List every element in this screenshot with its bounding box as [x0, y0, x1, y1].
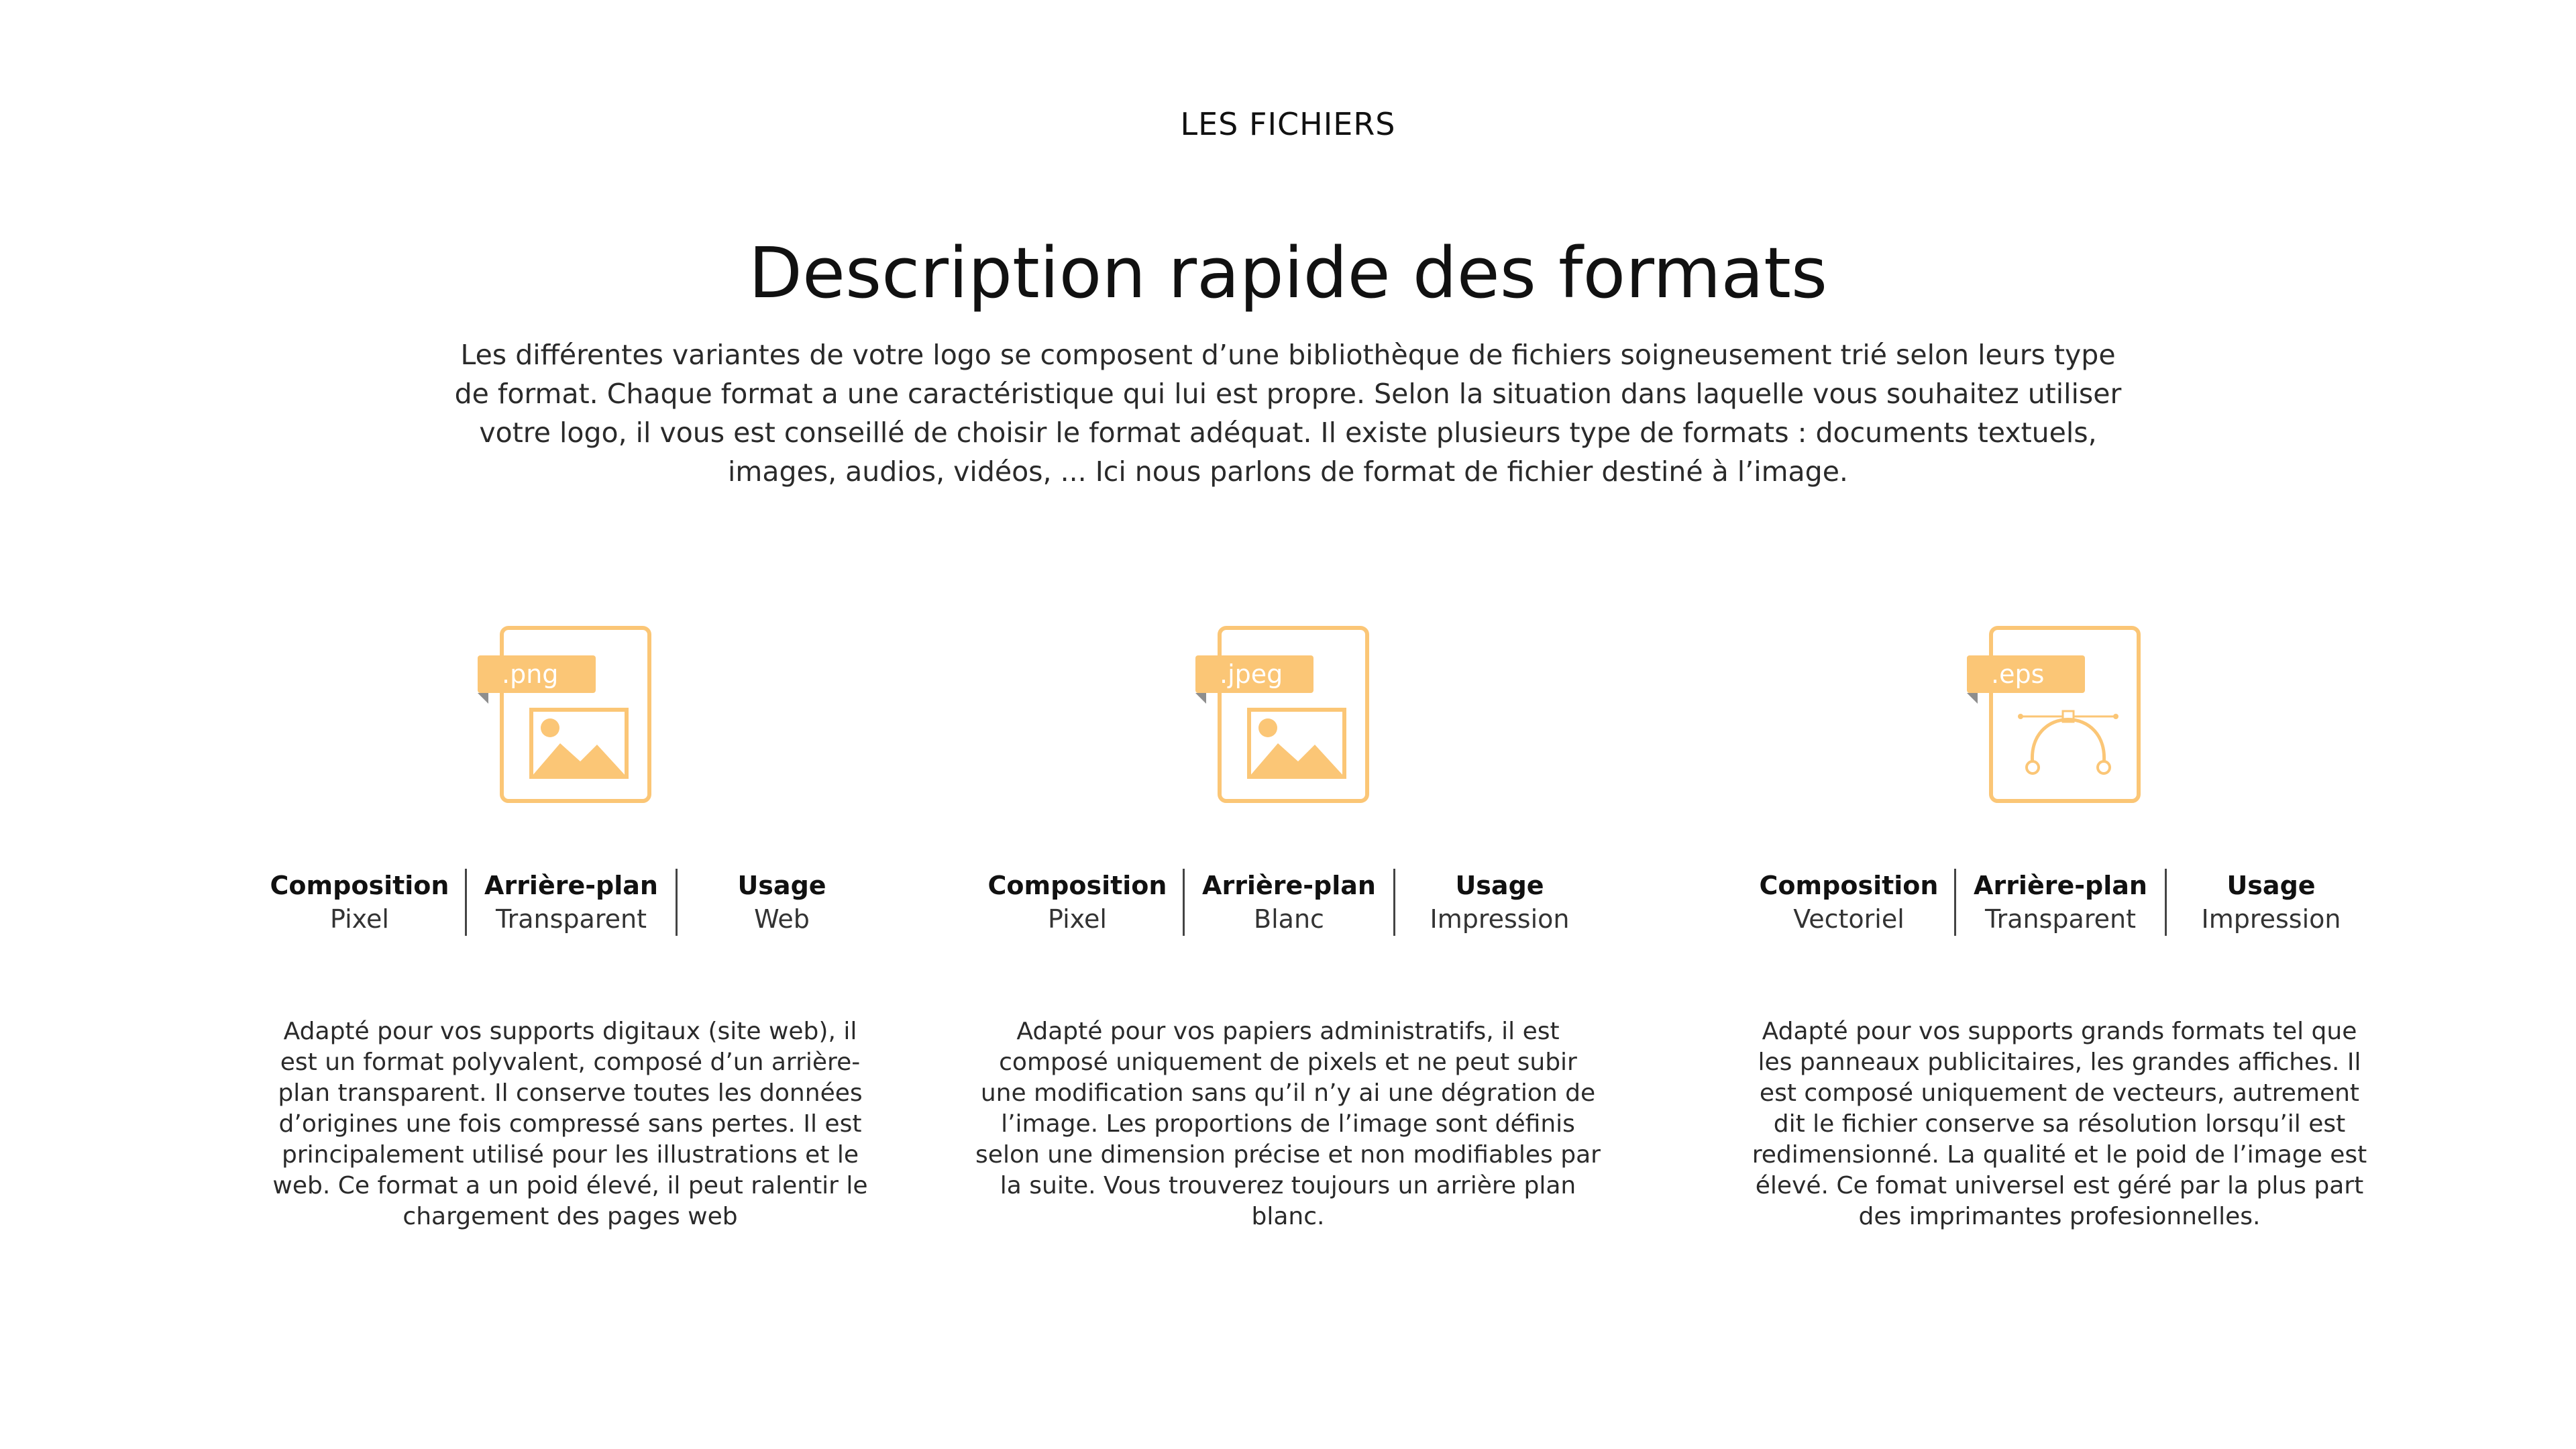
properties-row: [1731, 869, 2388, 936]
extension-tag: .jpeg: [1195, 655, 1313, 693]
property-label: Composition: [987, 871, 1167, 900]
property-value: Pixel: [330, 904, 389, 934]
image-file-icon: [490, 624, 651, 805]
property-label: Arrière-plan: [484, 871, 658, 900]
property-value: Impression: [1430, 904, 1570, 934]
page-title: Description rapide des formats: [748, 232, 1828, 314]
format-card-jpeg: [959, 624, 1617, 1232]
extension-tag: .eps: [1967, 655, 2085, 693]
property-label: Composition: [1759, 871, 1939, 900]
properties-row: [959, 869, 1617, 936]
jpeg-file-icon: [1208, 624, 1368, 805]
property-value: Transparent: [496, 904, 647, 934]
property-usage: [1393, 869, 1604, 936]
png-file-icon: [490, 624, 651, 805]
tag-fold: [1195, 693, 1206, 704]
property-background: [1954, 869, 2165, 936]
property-value: Web: [754, 904, 810, 934]
section-label: LES FICHIERS: [1180, 106, 1396, 142]
property-composition: [972, 869, 1183, 936]
vector-file-icon: [1979, 624, 2140, 805]
property-label: Usage: [1455, 871, 1544, 900]
property-label: Composition: [270, 871, 449, 900]
property-usage: [676, 869, 886, 936]
image-file-icon: [1208, 624, 1368, 805]
tag-fold: [478, 693, 488, 704]
tag-fold: [1967, 693, 1978, 704]
property-label: Usage: [737, 871, 826, 900]
format-description: Adapté pour vos supports grands formats tel que les panneaux publicitaires, les grandes affiches. Il est composé uniquement de vecteurs, autrement dit le fichier conserve sa résolution lorsqu’il est redimensionné. La qualité et le poid de l’image est élevé. Ce fomat universel est géré par la plus part des imprimantes profesionnelles.: [1752, 1018, 2367, 1230]
format-card-eps: [1731, 624, 2388, 1232]
property-composition: [1743, 869, 1954, 936]
property-label: Arrière-plan: [1202, 871, 1376, 900]
property-label: Arrière-plan: [1974, 871, 2147, 900]
properties-row: [241, 869, 899, 936]
property-value: Vectoriel: [1793, 904, 1904, 934]
property-composition: [254, 869, 465, 936]
eps-file-icon: [1979, 624, 2140, 805]
property-value: Transparent: [1985, 904, 2136, 934]
property-value: Pixel: [1048, 904, 1107, 934]
extension-tag: .png: [478, 655, 596, 693]
intro-paragraph: Les différentes variantes de votre logo se composent d’une bibliothèque de fichiers soigneusement trié selon leurs type de format. Chaque format a une caractéristique qui lui est propre. Selon la situation dans laquelle vous souhaitez utiliser votre logo, il vous est conseillé de choisir le format adéquat. Il existe plusieurs type de formats : documents textuels, images, audios, vidéos, ... Ici nous parlons de format de fichier destiné à l’image.: [454, 339, 2122, 488]
property-value: Blanc: [1254, 904, 1324, 934]
property-value: Impression: [2201, 904, 2341, 934]
property-background: [1183, 869, 1393, 936]
format-description: Adapté pour vos papiers administratifs, il est composé uniquement de pixels et ne peut subir une modification sans qu’il n’y ai une dégration de l’image. Les proportions de l’image sont définis selon une dimension précise et non modifiables par la suite. Vous trouverez toujours un arrière plan blanc.: [975, 1018, 1601, 1230]
property-background: [465, 869, 676, 936]
property-label: Usage: [2226, 871, 2316, 900]
format-description: Adapté pour vos supports digitaux (site web), il est un format polyvalent, composé d’un arrière-plan transparent. Il conserve toutes les données d’origines une fois compressé sans pertes. Il est principalement utilisé pour les illustrations et le web. Ce format a un poid élevé, il peut ralentir le chargement des pages web: [272, 1018, 868, 1230]
format-card-png: [241, 624, 899, 1232]
property-usage: [2165, 869, 2375, 936]
